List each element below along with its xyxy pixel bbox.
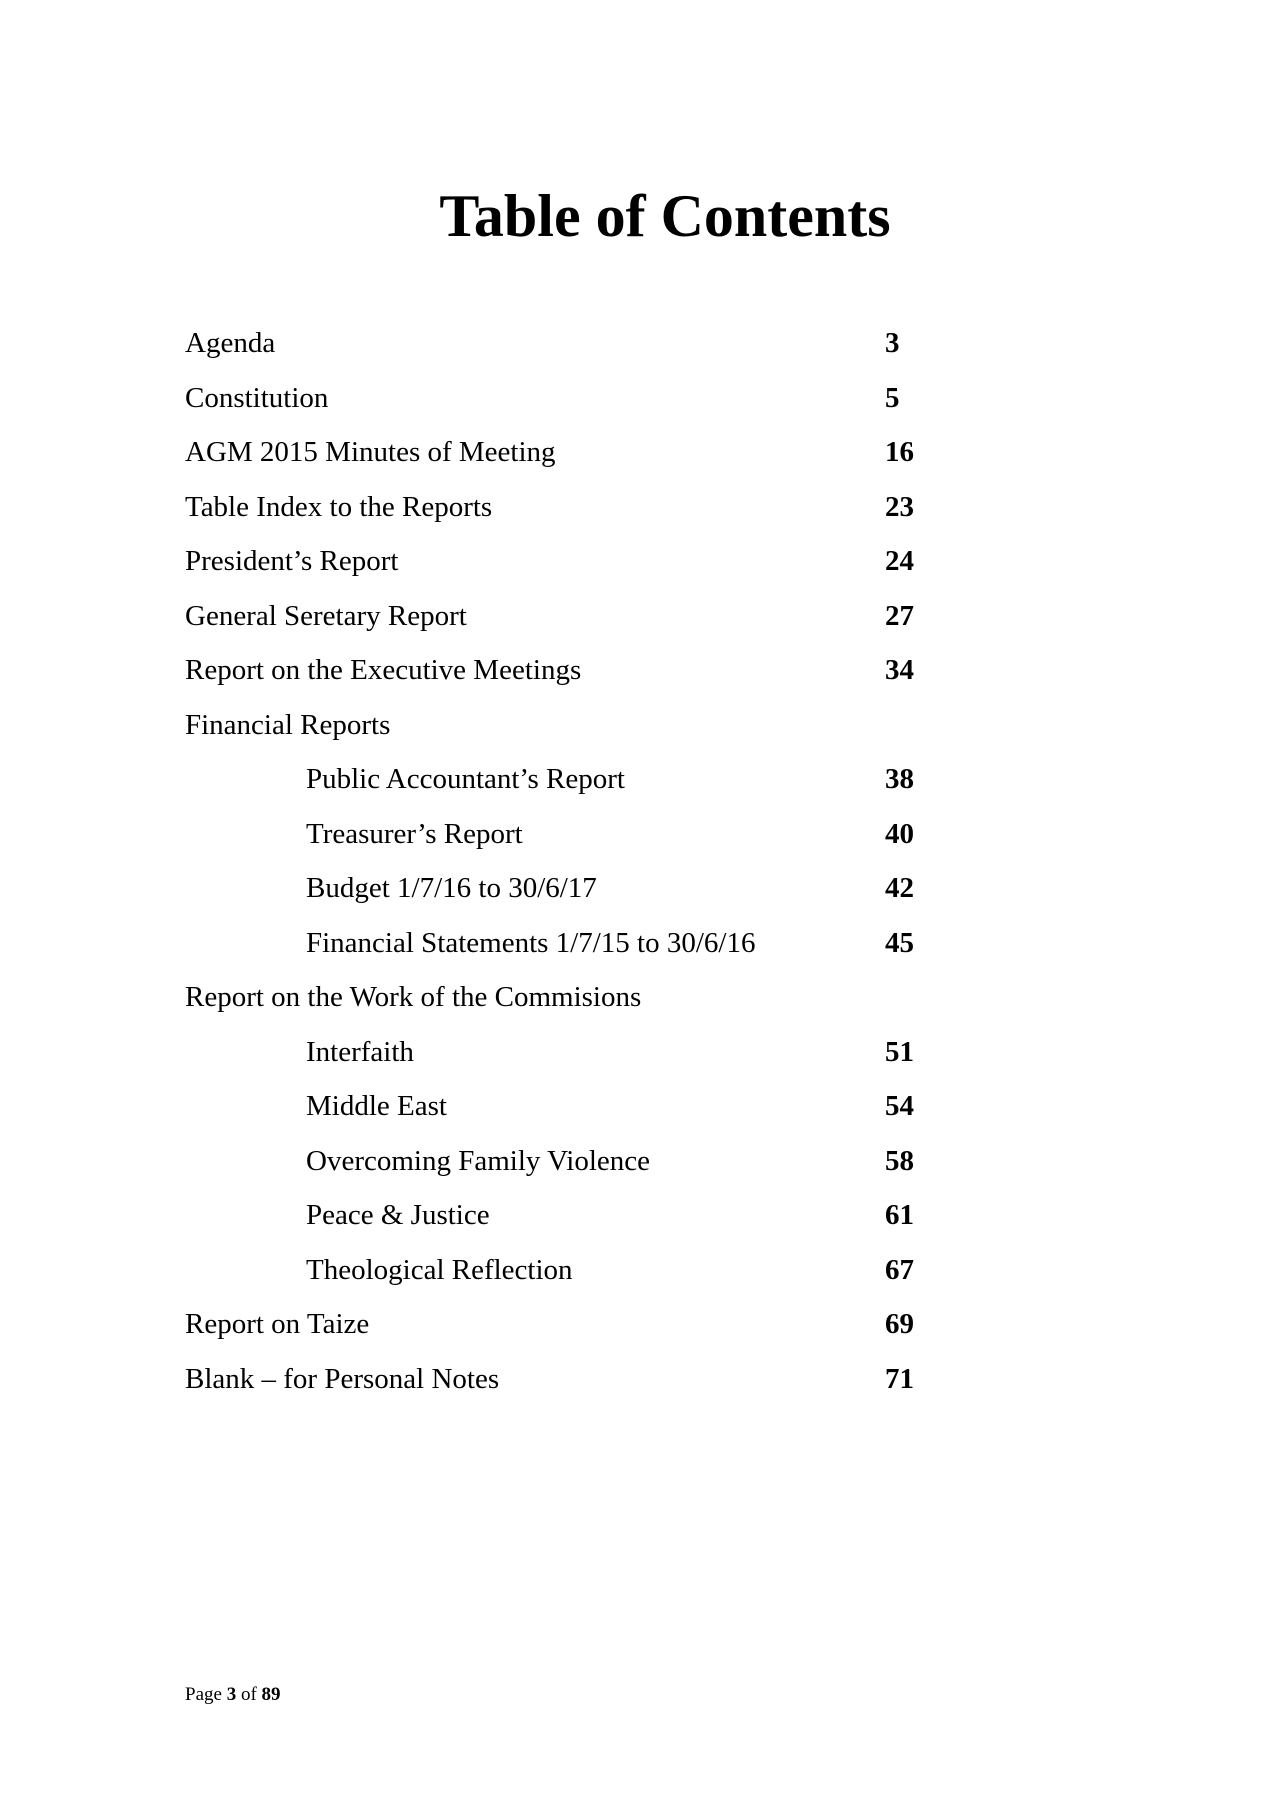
- toc-entry-page-number: 40: [885, 817, 914, 850]
- toc-entry-page-number: 34: [885, 654, 914, 686]
- toc-entry-label: Agenda: [185, 327, 276, 359]
- toc-entry-page-number: 61: [885, 1199, 914, 1231]
- toc-entry-page-number: 58: [885, 1144, 914, 1177]
- page-title: Table of Contents: [439, 183, 891, 249]
- toc-entry-label: Blank – for Personal Notes: [185, 1362, 500, 1395]
- toc-entry-page-number: 67: [885, 1253, 914, 1286]
- toc-entry: [185, 484, 945, 539]
- toc-entry-page-number: 71: [885, 1362, 914, 1395]
- toc-subentry: [185, 1029, 945, 1084]
- toc-subentry: [185, 1083, 945, 1138]
- toc-entry-label: Theological Reflection: [306, 1253, 573, 1286]
- toc-subentry: [185, 1192, 945, 1247]
- toc-entry-label: Overcoming Family Violence: [306, 1144, 651, 1177]
- toc-subentry: [185, 920, 945, 975]
- toc-subentry: [185, 811, 945, 866]
- toc-entry-label: Peace & Justice: [306, 1199, 490, 1231]
- toc-entry-label: Report on the Work of the Commisions: [185, 981, 642, 1013]
- toc-entry-label: Table Index to the Reports: [185, 490, 493, 523]
- table-of-contents: [185, 320, 945, 1410]
- toc-entry-page-number: 23: [885, 490, 914, 523]
- toc-subentry: [185, 1247, 945, 1302]
- toc-entry-label: Interfaith: [306, 1035, 414, 1068]
- toc-entry-label: Constitution: [185, 381, 329, 414]
- footer-of: of: [240, 1684, 257, 1705]
- toc-entry: [185, 1356, 945, 1411]
- toc-entry-page-number: 3: [885, 327, 900, 359]
- toc-entry-page-number: 51: [885, 1035, 914, 1068]
- toc-entry-page-number: 16: [885, 436, 914, 468]
- toc-entry: [185, 429, 945, 484]
- toc-entry-page-number: 45: [885, 926, 914, 959]
- toc-entry-page-number: 24: [885, 545, 914, 577]
- toc-entry-label: Treasurer’s Report: [306, 817, 523, 850]
- toc-subentry: [185, 1138, 945, 1193]
- toc-entry: [185, 974, 945, 1029]
- toc-entry-label: Report on the Executive Meetings: [185, 654, 582, 686]
- toc-entry: [185, 647, 945, 702]
- toc-entry: [185, 538, 945, 593]
- toc-entry: [185, 702, 945, 757]
- toc-entry-label: Report on Taize: [185, 1308, 370, 1340]
- footer-prefix: Page: [185, 1684, 222, 1705]
- toc-entry-label: Middle East: [306, 1090, 447, 1122]
- toc-entry-label: Public Accountant’s Report: [306, 763, 625, 795]
- page-footer: [185, 1683, 281, 1707]
- toc-entry-page-number: 42: [885, 872, 914, 904]
- toc-entry-label: Financial Statements 1/7/15 to 30/6/16: [306, 926, 756, 959]
- toc-entry-label: AGM 2015 Minutes of Meeting: [185, 436, 556, 468]
- toc-entry: [185, 320, 945, 375]
- toc-subentry: [185, 865, 945, 920]
- toc-entry-page-number: 54: [885, 1090, 914, 1122]
- toc-entry-label: Financial Reports: [185, 708, 391, 741]
- footer-total-pages: 89: [261, 1684, 281, 1705]
- toc-entry-page-number: 38: [885, 763, 914, 795]
- toc-subentry: [185, 756, 945, 811]
- toc-entry-label: Budget 1/7/16 to 30/6/17: [306, 872, 597, 904]
- toc-entry: [185, 375, 945, 430]
- toc-entry: [185, 593, 945, 648]
- toc-entry-page-number: 5: [885, 381, 900, 414]
- toc-entry-label: President’s Report: [185, 545, 399, 577]
- footer-current-page: 3: [226, 1684, 237, 1705]
- toc-entry: [185, 1301, 945, 1356]
- toc-entry-label: General Seretary Report: [185, 599, 467, 632]
- toc-entry-page-number: 27: [885, 599, 914, 632]
- toc-entry-page-number: 69: [885, 1308, 914, 1340]
